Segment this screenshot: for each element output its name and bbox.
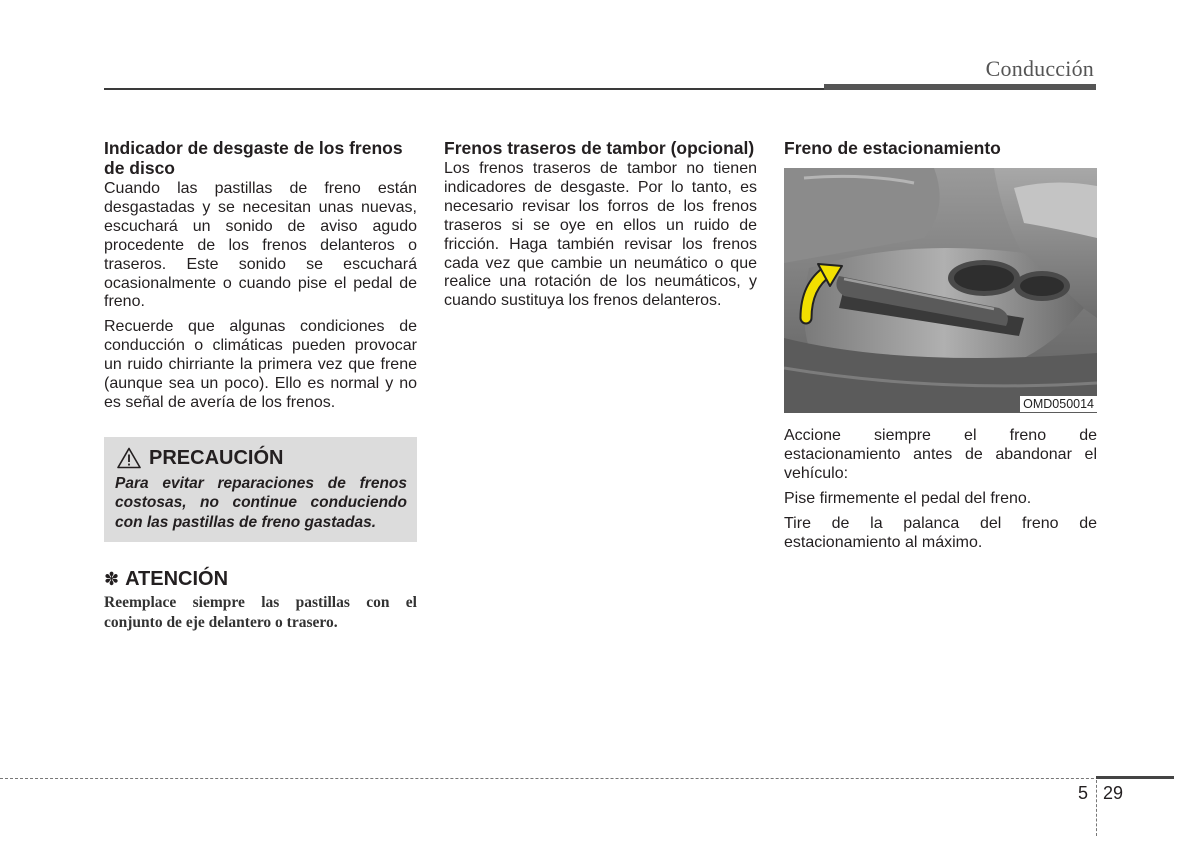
attention-title: ATENCIÓN (125, 568, 229, 591)
footer-rule-accent (1096, 776, 1174, 779)
column-middle (444, 138, 757, 317)
attention-star-icon: ✽ (104, 569, 120, 590)
header-rule (104, 88, 824, 90)
footer-divider (1096, 780, 1097, 836)
attention-heading (104, 568, 417, 591)
paragraph: Accione siempre el freno de estacionamiento antes de abandonar el vehículo: (784, 427, 1097, 482)
figure-code: OMD050014 (1020, 396, 1097, 412)
caution-text: Para evitar reparaciones de frenos costosas, no continue conduciendo con las pastillas de freno gastadas. (115, 474, 407, 531)
heading-parking-brake: Freno de estacionamiento (784, 138, 1001, 158)
paragraph: Pise firmemente el pedal del freno. (784, 489, 1032, 507)
heading-drum-brakes: Frenos traseros de tambor (opcional) (444, 138, 755, 158)
warning-triangle-icon (117, 447, 141, 469)
paragraph: Recuerde que algunas condiciones de conducción o climáticas pueden provocar un ruido chirriante la primera vez que frene (aunque sea un poco). Ello es normal y no es señal de avería de los frenos. (104, 318, 417, 411)
column-left (104, 138, 417, 633)
attention-text: Reemplace siempre las pastillas con el conjunto de eje delantero o trasero. (104, 594, 417, 632)
caution-title: PRECAUCIÓN (149, 446, 284, 469)
parking-brake-illustration (784, 168, 1097, 413)
caution-box (104, 437, 417, 543)
footer-rule (0, 778, 1174, 779)
section-title: Conducción (985, 56, 1094, 81)
chapter-number: 5 (1078, 783, 1089, 803)
paragraph: Los frenos traseros de tambor no tienen indicadores de desgaste. Por lo tanto, es necesario revisar los forros de los frenos traseros si se oye en ellos un ruido de fricción. Haga también revisar los frenos cada vez que cambie un neumático o que realice una rotación de los neumáticos, y cuando sustituya los frenos delanteros. (444, 160, 757, 310)
parking-brake-figure (784, 168, 1097, 413)
column-right (784, 138, 1097, 558)
page-number: 29 (1103, 783, 1124, 803)
paragraph: Tire de la palanca del freno de estacionamiento al máximo. (784, 514, 1097, 551)
heading-disc-wear: Indicador de desgaste de los frenos de disco (104, 138, 403, 178)
header-rule-accent (824, 84, 1096, 90)
paragraph: Cuando las pastillas de freno están desgastadas y se necesitan unas nuevas, escuchará un sonido de aviso agudo procedente de los frenos delanteros o traseros. Este sonido se escuchará ocasionalmente o cuando pise el pedal de freno. (104, 180, 417, 311)
